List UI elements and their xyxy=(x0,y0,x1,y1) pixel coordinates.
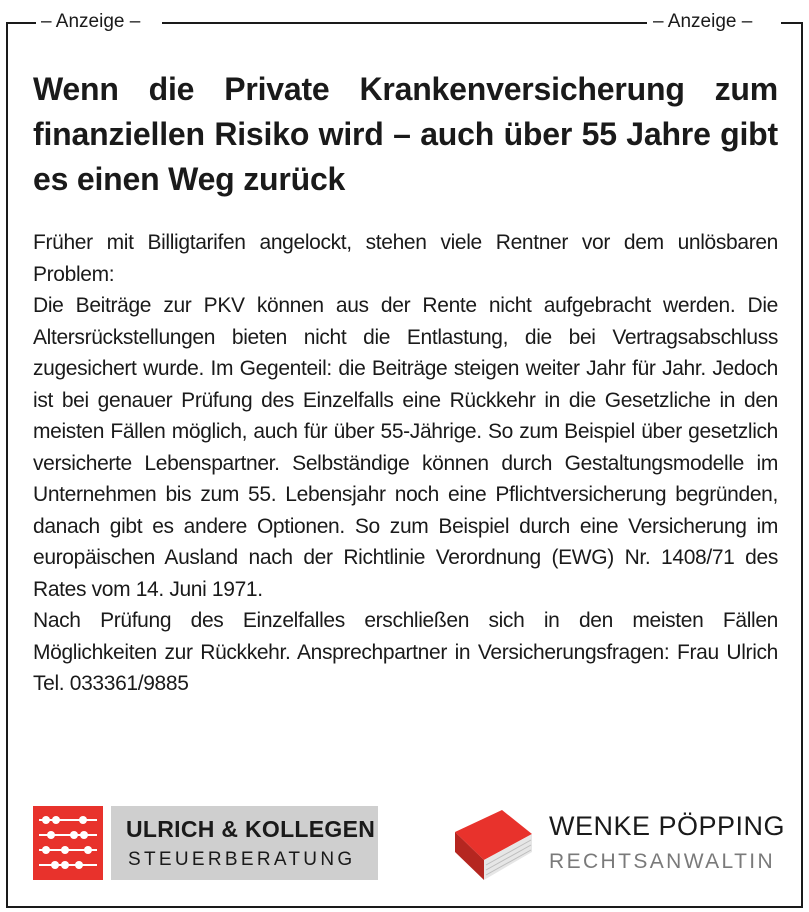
frame-top-line xyxy=(6,22,36,24)
frame-top-line xyxy=(162,22,647,24)
frame-top-line xyxy=(781,22,803,24)
paragraph: Früher mit Billigtarifen angelockt, stehen viele Rentner vor dem unlösbaren Problem: xyxy=(33,231,778,286)
firm2-subtitle: RECHTSANWALTIN xyxy=(549,850,776,873)
body-text xyxy=(33,227,778,700)
firm1-name: ULRICH & KOLLEGEN xyxy=(126,816,376,842)
firm2-name: WENKE PÖPPING xyxy=(549,811,786,841)
ad-label-left: – Anzeige – xyxy=(41,11,141,32)
abacus-icon xyxy=(33,806,103,880)
paragraph: Die Beiträge zur PKV können aus der Rente nicht aufgebracht werden. Die Altersrückstellungen bieten nicht die Entlastung, die bei Vertragsabschluss zugesichert wurde. Im Gegenteil: die Beiträge steigen weiter Jahr für Jahr. Jedoch ist bei genauer Prüfung des Einzelfalls eine Rückkehr in die Gesetzliche in den meisten Fällen möglich, auch für über 55-Jährige. So zum Beispiel über gesetzlich versicherte Lebenspartner. Selbständige können durch Gestaltungsmodelle im Unternehmen bis zum 55. Lebensjahr noch eine Pflichtversicherung begründen, danach gibt es andere Optionen. So zum Beispiel durch eine Versicherung im europäischen Ausland nach der Richtlinie Verordnung (EWG) Nr. 1408/71 des Rates vom 14. Juni 1971. xyxy=(33,294,778,601)
book-icon xyxy=(452,804,534,882)
firm1-subtitle: STEUERBERATUNG xyxy=(128,849,356,870)
paragraph: Nach Prüfung des Einzelfalles erschließen sich in den meisten Fällen Möglichkeiten zur Rückkehr. Ansprechpartner in Versicherungsfragen: Frau Ulrich Tel. 033361/9885 xyxy=(33,609,778,695)
ad-label-right: – Anzeige – xyxy=(653,11,753,32)
headline: Wenn die Private Krankenversicherung zum finanziellen Risiko wird – auch über 55 Jahre gibt es einen Weg zurück xyxy=(33,71,778,197)
